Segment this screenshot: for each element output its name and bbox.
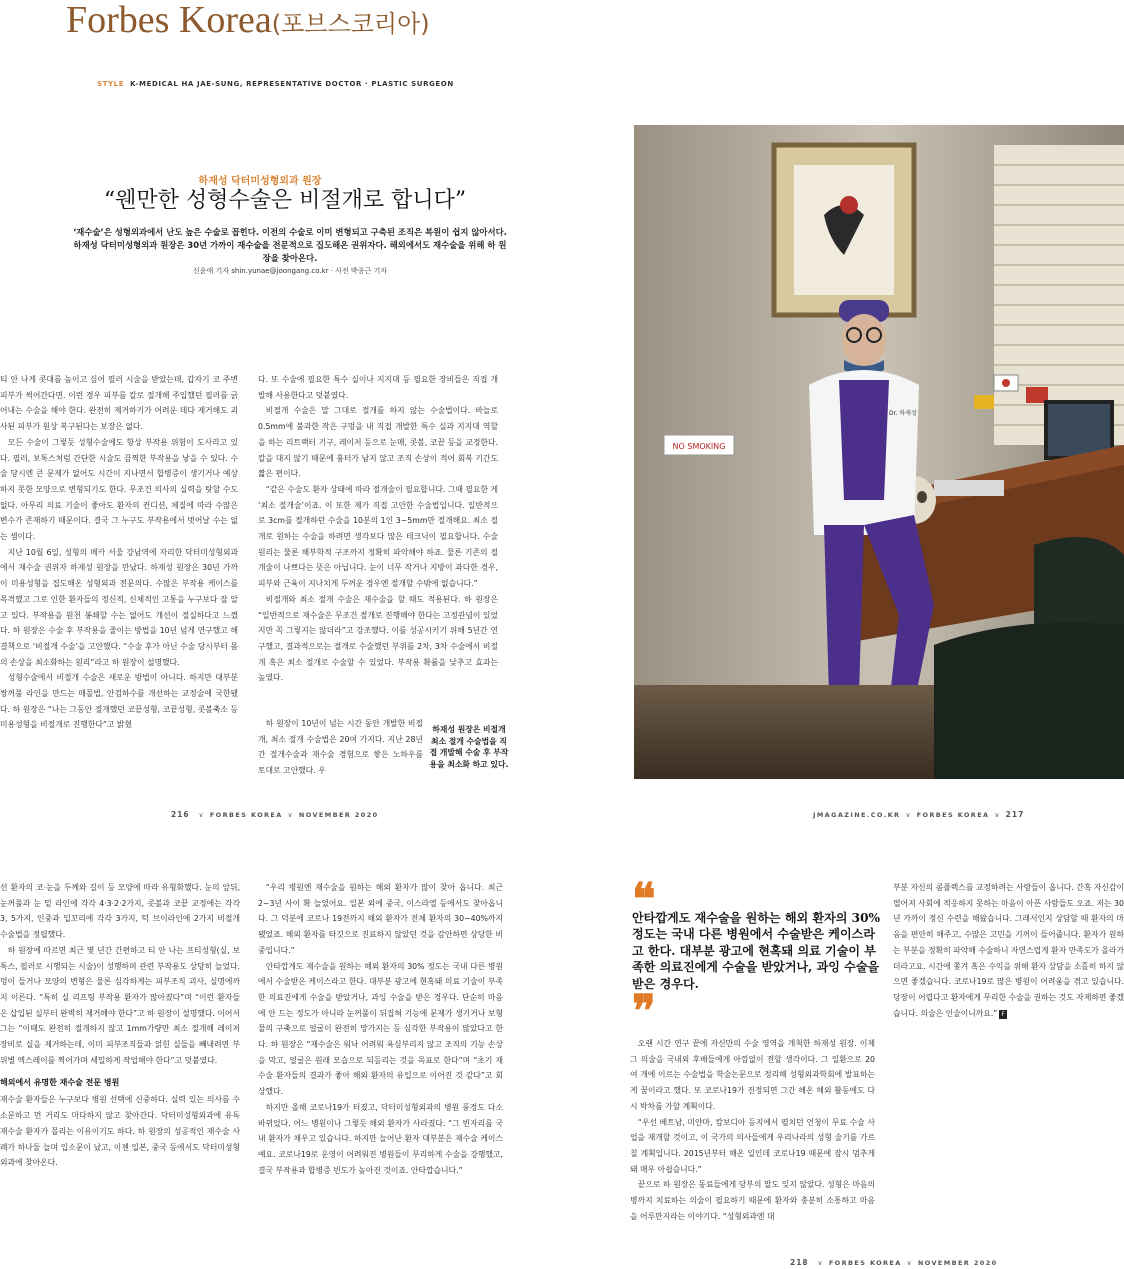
section-text: K-MEDICAL HA JAE-SUNG, REPRESENTATIVE DOCTOR · PLASTIC SURGEON <box>130 80 454 88</box>
article-column-2 <box>258 372 498 716</box>
paragraph: 지난 10월 6일, 성형의 메카 서울 강남역에 자리한 닥터미성형외과에서 재수술 권위자 하재성 원장을 만났다. 하재성 원장은 30년 가까이 미용성형을 집도해온 성형외과 전문의다. 수많은 부작용 케이스를 목격했고 그로 인한 환자들의 정신적, 신체적인 고통을 누구보다 잘 알고 있다. 부작용을 원천 봉쇄할 수는 없어도 개선이 절실하다고 느꼈다. 하 원장은 수술 후 부작용을 줄이는 방법을 10년 넘게 연구했고 해결책으로 ‘비절개 수술’을 고안했다. “수술 후가 아닌 수술 당시부터 몸의 손상을 최소화하는 원리”라고 하 원장이 설명했다. <box>0 547 238 667</box>
paragraph: 비절개 수술은 말 그대로 절개를 하지 않는 수술법이다. 바늘로 0.5mm에 불과한 작은 구멍을 내 직접 개발한 특수 실과 지지대 역할을 하는 리트랙터 기구, 레이저 등으로 눈매, 콧볼, 코끝 등을 교정한다. 칼을 대지 않기 때문에 흉터가 남지 않고 조직 손상이 적어 회복 기간도 짧은 편이다. <box>258 406 498 479</box>
section-tag: STYLE <box>97 80 125 88</box>
folio-date: NOVEMBER 2020 <box>917 1259 998 1267</box>
byline: 신윤애 기자 shin.yunae@joongang.co.kr · 사진 박종근 기자 <box>193 267 387 275</box>
article-column-3 <box>0 880 240 1230</box>
paragraph: 끝으로 하 원장은 동료들에게 당부의 말도 잊지 않았다. 성형은 마음의 병까지 치료하는 의술이 필요하기 때문에 환자와 충분히 소통하고 마음을 어루만지라는 이야기다. “성형외과엔 대 <box>630 1180 875 1221</box>
folio-216: 216 ∨ FORBES KOREA ∨ NOVEMBER 2020 <box>171 810 379 819</box>
portrait-illustration <box>634 125 1124 779</box>
page-number: 216 <box>171 810 190 819</box>
paragraph: 재수술 환자들은 누구보다 병원 선택에 신중하다. 실력 있는 의사를 수소문하고 먼 거리도 마다하지 않고 찾아간다. 닥터미성형외과에 유독 재수술 환자가 몰리는 이유이기도 하다. 하 원장의 성공적인 재수술 사례가 하나둘 늘며 입소문이 났고, 이젠 일본, 중국 등에서도 닥터미성형외과에 찾아온다. <box>0 1095 240 1168</box>
brand-logo <box>66 0 430 46</box>
kicker: 하재성 닥터미성형외과 원장 <box>198 176 322 187</box>
paragraph <box>893 880 1124 1021</box>
folio-218: 218 ∨ FORBES KOREA ∨ NOVEMBER 2020 <box>790 1258 998 1267</box>
paragraph: 티 안 나게 콧대를 높이고 싶어 필러 시술을 받았는데, 갑자기 코 주변 피부가 썩어간다면. 이런 경우 피부를 칼로 절개해 주입했던 필러를 긁어내는 수술을 해야 한다. 완전히 제거하기가 어려운 데다 제거해도 괴사된 피부가 원상 복구된다는 보장은 없다. <box>0 375 238 432</box>
article-column-5 <box>630 1036 875 1232</box>
portrait-photo <box>634 125 1124 779</box>
article-column-4 <box>258 880 503 1230</box>
coat-name-tag: Dr. 하재성 <box>889 410 917 417</box>
paragraph: 모든 수술이 그렇듯 성형수술에도 항상 부작용 위험이 도사리고 있다. 필러, 보톡스처럼 간단한 시술도 끔찍한 부작용을 낳을 수 있다. 수술 당시엔 큰 문제가 없어도 시간이 지나면서 합병증이 생기거나 예상하지 못한 모양으로 변형되기도 한다. 무조건 의사의 실력을 탓할 수도 없다. 아무리 의료 기술이 좋아도 환자의 컨디션, 체질에 따라 수많은 변수가 존재하기 때문이다. 결국 그 누구도 부작용에서 벗어날 수는 없는 셈이다. <box>0 437 238 542</box>
end-mark-icon: F <box>1001 1010 1005 1018</box>
article-column-2-end <box>258 716 423 812</box>
paragraph: 안타깝게도 재수술을 원하는 해외 환자의 30% 정도는 국내 다른 병원에서 수술받은 케이스라고 한다. 대부분 광고에 현혹돼 의료 기술이 부족한 의료진에게 수술을 받았거나, 과잉 수술을 받은 경우다. 단순히 마음에 안 드는 정도가 아니라 눈꺼풀이 뒤집혀 기능에 문제가 생기거나 보형물의 구축으로 얼굴이 완전히 망가지는 등 심각한 부작용이 많았다고 한다. 하 원장은 “재수술은 워낙 어려워 욕심부리지 않고 조직의 기능 손상을 막고, 얼굴은 원래 모습으로 되돌리는 것을 목표로 한다”며 “초기 재수술 환자들의 결과가 좋아 해외 환자의 유입으로 이어진 것 같다”고 회상했다. <box>258 961 503 1097</box>
paragraph: 하 원장에 따르면 최근 몇 년간 간편하고 티 안 나는 프티성형(실, 보톡스, 필러로 시행되는 시술)이 성행하며 관련 부작용도 상당히 늘었다. 멍이 들거나 모양의 변형은 물론 심각하게는 피부조직 괴사, 실명에까지 이른다. “특히 실 리프팅 부작용 환자가 많아졌다”며 “이런 환자들은 삽입된 실부터 완벽히 제거해야 한다”고 하 원장이 설명했다. 이어서 그는 “이때도 완전히 절개하지 않고 1mm가량만 최소 절개해 레이저 장비로 실을 제거하는데, 이미 피부조직들과 얽힌 실들을 빼내려면 부위별 엑스레이를 찍어가며 세밀하게 작업해야 한다”고 덧붙였다. <box>0 945 240 1065</box>
paragraph: 선 환자의 코·눈을 두께와 길이 등 모양에 따라 유형화했다. 눈의 앞뒤, 눈꺼풀과 눈 밑 라인에 각각 4·3·2·2가지, 콧볼과 코끝 교정에는 각각 3, 5가지, 인중과 입꼬리에 각각 3가지, 턱 브이라인에 2가지 비절개 수술법을 정립했다. <box>0 883 240 940</box>
quote-open-icon: ❝ <box>632 874 656 925</box>
photo-caption: 하재성 원장은 비절개 최소 절개 수술법을 직접 개발해 수술 후 부작용을 최소화 하고 있다. <box>429 725 509 769</box>
paragraph: 오랜 시간 연구 끝에 자신만의 수술 영역을 개척한 하재성 원장. 이제 그 의술을 국내외 후배들에게 아낌없이 전할 생각이다. 그 일환으로 20여 개에 이르는 수술법을 학술논문으로 정리해 성형외과학회에 발표하는 게 꿈이라고 했다. 또 코로나19가 진정되면 그간 해온 해외 활동에도 다시 박차를 가할 계획이다. <box>630 1039 875 1111</box>
paragraph: “우리 병원엔 재수술을 원하는 해외 환자가 많이 찾아 옵니다. 최근 2~3년 사이 확 늘었어요. 일본 외에 중국, 이스라엘 등에서도 찾아옵니다. 그 덕분에 코로나 19전까지 해외 환자가 전체 환자의 30~40%까지 됐었죠. 해외 환자를 타깃으로 진료하지 않았던 것을 감안하면 상당한 비중입니다.” <box>258 883 503 955</box>
page-number: 217 <box>1005 810 1025 819</box>
brand-name: Forbes Korea <box>66 0 272 41</box>
article-column-6 <box>893 880 1124 1040</box>
article-column-1 <box>0 372 238 812</box>
no-smoking-sign: NO SMOKING <box>672 442 726 451</box>
folio-magazine: FORBES KOREA <box>916 811 990 819</box>
section-label <box>97 80 454 88</box>
quote-close-icon: ❞ <box>632 986 656 1037</box>
paragraph: 비절개와 최소 절개 수술은 재수술을 할 때도 적용된다. 하 원장은 “일반적으로 재수술은 무조건 절개로 진행해야 한다는 고정관념이 있었지만 꼭 그렇지는 않더라”고 강조했다. 이를 성공시키기 위해 5년간 연구했고, 결과적으로는 절개로 수술했던 부위를 2차, 3차 수술에서 비절개 혹은 최소 절개로 수술할 수 있었다. 부작용 확률을 낮추고 효과는 높였다. <box>258 594 498 683</box>
subheading: 해외에서 유명한 재수술 전문 병원 <box>0 1078 120 1088</box>
folio-date: NOVEMBER 2020 <box>298 811 379 819</box>
page-number: 218 <box>790 1258 809 1267</box>
folio-site: JMAGAZINE.CO.KR <box>813 811 901 819</box>
paragraph: 다. 또 수술에 필요한 특수 실이나 지지대 등 필요한 장비들은 직접 개발해 사용한다고 덧붙였다. <box>258 375 498 400</box>
paragraph: 하지만 올해 코로나19가 터졌고, 닥터미성형외과의 병원 풍경도 다소 바뀌었다. 어느 병원이나 그렇듯 해외 환자가 사라졌다. “그 빈자리를 국내 환자가 채우고 있습니다. 하지만 늘어난 환자 대부분은 재수술 케이스예요. 코로나19로 운영이 어려워진 병원들이 무리하게 수술을 강행했고, 결국 부작용과 합병증 빈도가 높아진 것이죠. 안타깝습니다.” <box>258 1102 503 1175</box>
pull-quote: 안타깝게도 재수술을 원하는 해외 환자의 30% 정도는 국내 다른 병원에서 수술받은 케이스라고 한다. 대부분 광고에 현혹돼 의료 기술이 부족한 의료진에게 수술을 받았거나, 과잉 수술을 받은 경우다. <box>632 911 880 991</box>
brand-subtitle: (포브스코리아) <box>271 10 430 38</box>
paragraph: “같은 수술도 환자 상태에 따라 절개술이 필요합니다. 그때 필요한 게 ‘최소 절개술’이죠. 이 또한 제가 직접 고안한 수술법입니다. 일반적으로 3cm를 절개하던 수술을 10분의 1인 3~5mm만 절개해요. 최소 절개로 원하는 수술을 하려면 생각보다 많은 테크닉이 필요합니다. 수술 원리는 물론 해부학적 구조까지 정확히 파악해야 하죠. 물론 기존의 절개술이 나쁘다는 뜻은 아닙니다. 눈이 너무 작거나 지방이 과다한 경우, 피부와 근육이 지나치게 두꺼운 경우엔 절개할 수밖에 없습니다.” <box>258 484 498 589</box>
paragraph: 성형수술에서 비절개 수술은 새로운 방법이 아니다. 하지만 대부분 쌍꺼풀 라인을 만드는 매몰법, 안검하수를 개선하는 교정술에 국한됐다. 하 원장은 “나는 그동안 절개했던 코끝성형, 코끝성형, 콧볼축소 등 미용성형을 비절개로 진행한다”고 밝혔 <box>0 673 238 730</box>
folio-magazine: FORBES KOREA <box>828 1259 902 1267</box>
paragraph: 하 원장이 10년이 넘는 시간 동안 개발한 비절개, 최소 절개 수술법은 20여 가지다. 지난 28년간 절개수술과 재수술 경험으로 쌓은 노하우를 토대로 고안했다. 우 <box>258 719 423 776</box>
paragraph: “우선 베트남, 미얀마, 캄보디아 등지에서 펼치던 언청이 무료 수술 사업을 재개할 것이고, 이 국가의 의사들에게 우리나라의 성형 술기를 가르칠 계획입니다. 2015년부터 해온 일인데 코로나19 때문에 잠시 멈추게 돼 매우 아쉽습니다.” <box>630 1117 875 1174</box>
folio-217: JMAGAZINE.CO.KR ∨ FORBES KOREA ∨ 217 <box>813 810 1025 819</box>
paragraph-text: 부분 자신의 콤플렉스를 교정하려는 사람들이 옵니다. 간혹 자신감이 떨어져 사회에 적응하지 못하는 마음이 아픈 사람들도 오죠. 저는 30년 가까이 정신 수련을 해왔습니다. 그래서인지 상담할 때 환자의 마음을 편안히 해주고, 수많은 고민을 기꺼이 들어줍니다. 환자가 원하는 부분을 정확히 파악해 수술하니 자연스럽게 환자 만족도가 올라가더라고요. 시간에 쫓겨 혹은 수익을 위해 환자 상담을 소홀히 하지 않으면 좋겠습니다. 코로나19로 많은 병원이 어려움을 겪고 있습니다. 당장이 어렵다고 환자에게 무리한 수술을 권하는 것도 자제하면 좋겠습니다. 의술은 인술이니까요.” <box>893 883 1124 1018</box>
folio-magazine: FORBES KOREA <box>209 811 283 819</box>
headline: “웬만한 성형수술은 비절개로 합니다” <box>103 188 467 213</box>
lead-paragraph: ‘재수술’은 성형외과에서 난도 높은 수술로 꼽힌다. 이전의 수술로 이미 변형되고 구축된 조직은 복원이 쉽지 않아서다. 하재성 닥터미성형외과 원장은 30년 가까이 재수술을 전문적으로 집도해온 권위자다. 해외에서도 재수술을 위해 하 원장을 찾아온다. <box>73 227 507 263</box>
